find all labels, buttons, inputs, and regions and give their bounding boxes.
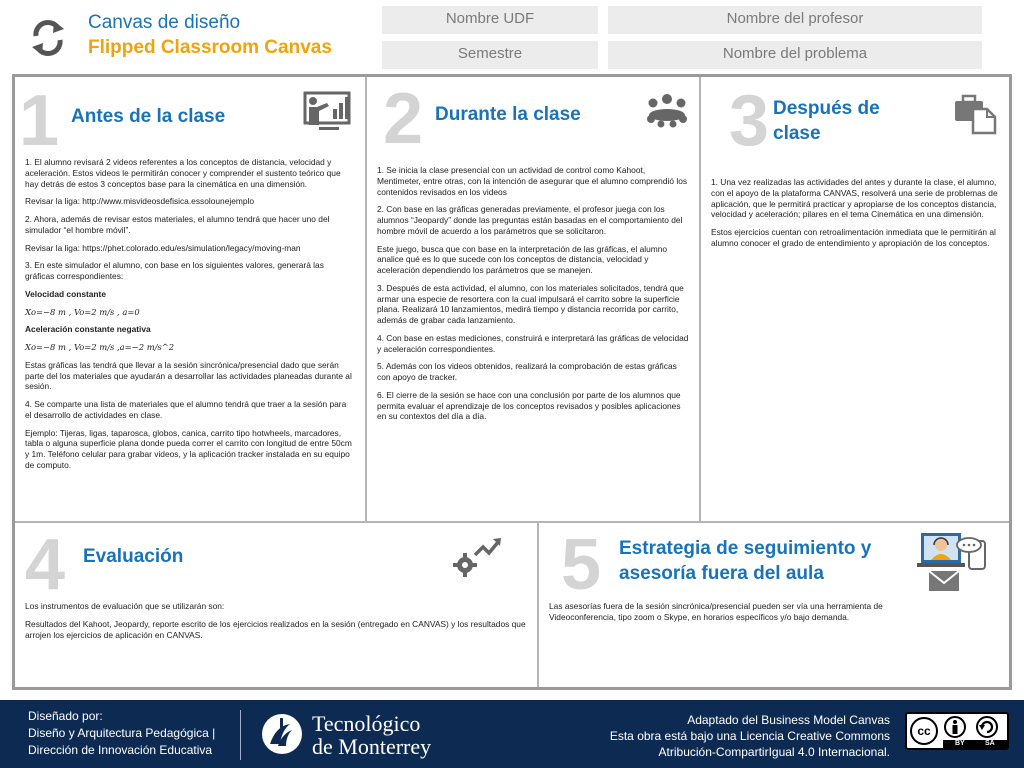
paragraph: 6. El cierre de la sesión se hace con una conclusión por parte de los alumnos que permita evaluar el aprendizaje de los conceptos revisados y posibles aplicaciones en su contextos del día a día.	[377, 389, 681, 422]
section-body	[25, 601, 535, 647]
license-line[interactable]: Atribución-CompartirIgual 4.0 Internacional.	[658, 745, 890, 759]
cc-label-bar	[943, 740, 1007, 748]
designed-by-line: Diseño y Arquitectura Pedagógica |	[28, 726, 216, 740]
section-number: 3	[729, 81, 770, 161]
brand-line: de Monterrey	[312, 734, 432, 759]
paragraph: Los instrumentos de evaluación que se utilizarán son:	[25, 601, 225, 611]
problem-name-field[interactable]: Nombre del problema	[608, 41, 982, 69]
tec-monterrey-logo-icon	[260, 710, 304, 758]
paragraph: Ejemplo: Tijeras, ligas, taparosca, globos, canica, carrito tipo hotwheels, marcadores, tabla o alguna superficie plana donde pueda correr el carrito con longitud de entre 50cm y 1m. Teléfono celular para grabar videos, y la aplicación tracker instalada en su equipo de computo.	[25, 427, 352, 470]
teacher-presentation-icon	[299, 89, 361, 133]
section-number: 4	[25, 525, 66, 605]
brand-line: Tecnológico	[312, 711, 421, 736]
paragraph: 5. Además con los videos obtenidos, realizará la comprobación de estas gráficas con apoyo de tracker.	[377, 361, 677, 382]
canvas-subtitle: Flipped Classroom Canvas	[88, 37, 332, 58]
subheading: Velocidad constante	[25, 288, 106, 299]
section-number: 1	[19, 81, 60, 161]
briefcase-document-icon	[951, 89, 997, 135]
section-title: Después de clase	[773, 98, 880, 144]
by-label: BY	[955, 740, 965, 747]
section-body	[25, 157, 355, 478]
formula: Xo=−8 m , Vo=2 m/s ,a=−2 m/s^2	[25, 342, 175, 352]
formula: Xo=−8 m , Vo=2 m/s , a=0	[25, 306, 140, 317]
designed-by-line: Dirección de Innovación Educativa	[28, 743, 213, 757]
section-title: Durante la clase	[435, 104, 581, 125]
section-number: 5	[561, 525, 602, 605]
online-support-icon	[917, 531, 995, 597]
semester-field[interactable]: Semestre	[382, 41, 598, 69]
paragraph-link[interactable]: Revisar la liga: https://phet.colorado.edu/es/simulation/legacy/moving-man	[25, 242, 301, 253]
paragraph: 2. Ahora, además de revisar estos materiales, el alumno tendrá que hacer uno del simulador “el hombre móvil”.	[25, 214, 330, 235]
paragraph: 4. Se comparte una lista de materiales que el alumno tendrá que traer a la sesión para el desarrollo de actividades en clase.	[25, 399, 347, 420]
header	[0, 0, 1024, 72]
tec-brand-name	[312, 712, 431, 758]
paragraph: 3. Después de esta actividad, el alumno, con los materiales solicitados, tendrá que armar una especie de resortera con la cual impulsará el carrito sobre la superficie plana. Realizará 10 lanzamientos, medirá tiempo y distancia recorrida por carrito, además de grabar cada lanzamiento.	[377, 282, 684, 325]
license-block	[610, 712, 890, 760]
section-body	[549, 601, 899, 630]
section-title: Estrategia de seguimiento y asesoría fuera del aula	[619, 538, 872, 584]
cc-by-sa-badge[interactable]	[905, 712, 1009, 750]
section-title: Evaluación	[83, 546, 184, 567]
paragraph-link[interactable]: Revisar la liga: http://www.misvideosdefisica.essolounejemplo	[25, 196, 255, 207]
paragraph: 4. Con base en estas mediciones, construirá e interpretará las gráficas de velocidad y aceleración correspondientes.	[377, 332, 689, 354]
udf-name-field[interactable]: Nombre UDF	[382, 6, 598, 34]
license-line[interactable]: Esta obra está bajo una Licencia Creative Commons	[609, 729, 890, 743]
professor-name-field[interactable]: Nombre del profesor	[608, 6, 982, 34]
adapted-from: Adaptado del Business Model Canvas	[687, 713, 890, 727]
paragraph: Las asesorías fuera de la sesión sincrónica/presencial pueden ser vía una herramienta de Videoconferencia, tipo zoom o Skype, en horarios específicos y/o bajo demanda.	[549, 601, 883, 622]
subheading: Aceleración constante negativa	[25, 324, 151, 335]
attribution-person-icon	[943, 716, 967, 738]
paragraph: Estas gráficas las tendrá que llevar a la sesión sincrónica/presencial dado que serán parte del los materiales que ayudarán a desarrollar las actividades planeadas durante al sesión.	[25, 359, 352, 392]
cc-icon: cc	[910, 717, 938, 745]
paragraph: 1. Una vez realizadas las actividades del antes y durante la clase, el alumno, con el apoyo de la plataforma CANVAS, resolverá una serie de problemas de aplicación, que le permitirá practicar y apropiarse de los conceptos distancia, velocidad y aceleración; pilares en el tema Cinemática en una dimensión.	[711, 177, 998, 220]
section-body	[711, 177, 1001, 256]
paragraph: Resultados del Kahoot, Jeopardy, reporte escrito de los ejercicios realizados en la sesión (entregado en CANVAS) y los resultados que arrojen los ejercicios de aplicación en CANVAS.	[25, 618, 526, 640]
section-evaluacion	[15, 523, 539, 687]
canvas-title: Canvas de diseño	[88, 12, 241, 33]
paragraph: 1. El alumno revisará 2 videos referentes a los conceptos de distancia, velocidad y aceleración. Estos videos le permitirán conocer y comprender el sustento teórico que hay detrás de estos 3 conceptos base para la cinemática en una dimensión.	[25, 157, 341, 189]
footer-divider	[240, 710, 241, 760]
section-title: Antes de la clase	[71, 106, 226, 127]
section-estrategia	[539, 523, 1009, 687]
growth-gear-icon	[451, 535, 503, 581]
designed-by-label: Diseñado por:	[28, 709, 103, 723]
section-despues	[701, 77, 1009, 523]
section-durante	[367, 77, 701, 523]
paragraph: Estos ejercicios cuentan con retroalimentación inmediata que le permitirán al alumno conocer el grado de entendimiento y apropiación de los conceptos.	[711, 227, 996, 248]
paragraph: 1. Se inicia la clase presencial con un actividad de control como Kahoot, Mentimeter, entre otras, con la intención de asegurar que el alumno comprendió los contenidos revisados en los videos	[377, 165, 688, 197]
refresh-cycle-icon	[28, 18, 68, 58]
section-body	[377, 165, 691, 429]
designed-by-block	[28, 708, 215, 759]
section-number: 2	[383, 79, 424, 159]
paragraph: Este juego, busca que con base en la interpretación de las gráficas, el alumno analice qué es lo que sucede con los conceptos de distancia, velocidad y aceleración dependiendo los parámetros que se manejen.	[377, 243, 668, 275]
share-alike-icon	[975, 716, 999, 738]
footer	[0, 700, 1024, 768]
sa-label: SA	[985, 740, 995, 747]
canvas-frame	[12, 74, 1012, 690]
section-antes	[15, 77, 367, 523]
paragraph: 2. Con base en las gráficas generadas previamente, el profesor juega con los alumnos “Jeopardy” donde las preguntas están basadas en el comportamiento del hombre móvil de acuerdo a los parámetros que se solicitaron.	[377, 204, 683, 236]
paragraph: 3. En este simulador el alumno, con base en los siguientes valores, generará las gráficas correspondientes:	[25, 260, 324, 281]
group-meeting-icon	[643, 91, 691, 129]
